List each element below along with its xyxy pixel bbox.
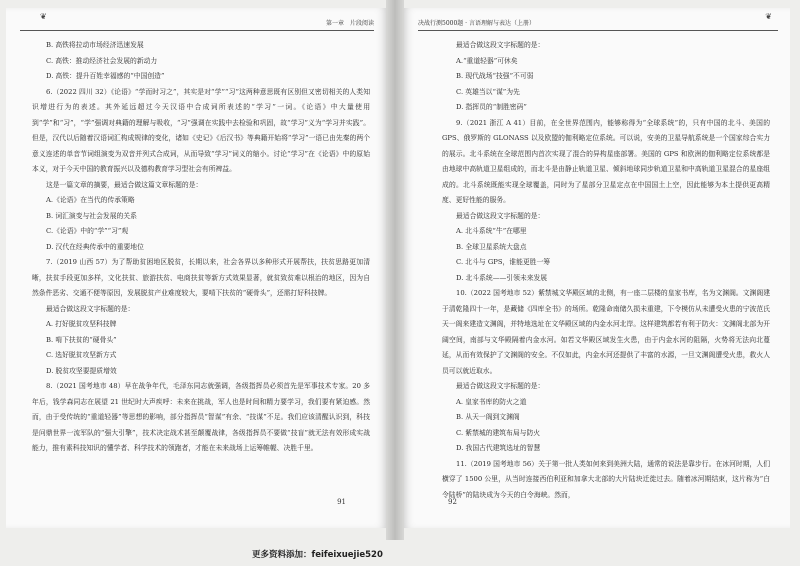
answer-option: D. 汉代在经典传承中的重要地位 (46, 242, 144, 251)
answer-option: D. 高铁：提升百姓幸福感的“中国创造” (46, 72, 165, 80)
header-rule (418, 30, 778, 31)
left-page (6, 8, 386, 528)
answer-option: C. 选好脱贫攻坚新方式 (46, 351, 117, 359)
answer-option: A. 北斗系统“牛”在哪里 (456, 227, 527, 235)
header-rule (20, 30, 374, 31)
answer-option: A.“重道轻器”可休矣 (456, 56, 518, 65)
answer-option: A. 皇家书库的防火之道 (456, 397, 527, 406)
answer-option: C. 英雄当以“谋”为先 (456, 87, 520, 96)
binder-clip-icon: ❦ (765, 12, 772, 21)
right-page-body (442, 38, 770, 503)
left-header-title: 第一章 片段阅读 (325, 20, 374, 27)
answer-option: B. 高铁将拉动市场经济迅速发展 (46, 41, 144, 49)
answer-option: C. 高铁：推动经济社会发展的新动力 (46, 56, 158, 65)
answer-option: B. 现代战场“技强”不可弱 (456, 72, 534, 80)
answer-option: A. 打好脱贫攻坚科技牌 (46, 320, 117, 328)
left-page-body (32, 38, 370, 457)
question-paragraph: 8.（2021 国考地市 48）早在战争年代，毛泽东同志就强调，各级指挥员必须首先是军事技术专家。20 多年后，钱学森同志在展望 21 世纪时大声疾呼：未来在挑战，军人也是时间和精力要学习，我们要有紧迫感。然而，由于受传统的“重道轻器”等思想的影响，部分指挥员“智谋”有余、“技谋”不足。我们应该清醒认识到，科技是问鼎世界一流军队的“强大引擎”，技术决定战术甚至颠覆战律，各级指挥员不要做“技盲”就无法有效形成实战能力，推有素科技知识的懂学者、科学技术的领跑者，才能在未来战场上运筹帷幄、决胜千里。 (32, 382, 370, 452)
question-paragraph: 6.（2022 四川 32）《论语》“学而时习之”，其实是对“学”“习”这两种意思既有区别但又密切相关的人类知识增进行为的表述。其外延远超过今天汉语中合成词所表述的“学习”一词。《论语》中大量使用到“学”和“习”，“学”强调对典籍的理解与吸收，“习”强调在实践中去检验和巩固，故“学习”义为“学习并实践”。但是，汉代以后随着汉语词汇构成规律的变化，诸如《史记》《后汉书》等典籍开始将“学习”一语已由先秦的两个意义连述的单音节词组演变为双音并列式合成词，从而导致“学习”词义的缩小。讨论“学习”在《论语》中的原始本义，对于今天中国的教育振兴以及德构教育学习型社会有所裨益。 (32, 87, 370, 173)
answer-option: B. 啃下扶贫的“硬骨头” (46, 335, 117, 344)
right-page-header (418, 18, 778, 30)
answer-option: B. 词汇演变与社会发展的关系 (46, 211, 137, 220)
question-paragraph: 9.（2021 浙江 A 41）目前，在全世界范围内，能够称得为“全球系统”的，只有中国的北斗、美国的 GPS、俄罗斯的 GLONASS 以及欧盟的伽利略定位系统。可以说，安美的卫星导航系统是一个国家综合实力的展示。北斗系统在全球范围内首次实现了混合的异构星座部署。美国的 GPS 和欧洲的伽利略定位系统都是由地球中高轨道卫星组成的，而北斗是由静止轨道卫星、倾斜地球同步轨道卫星和中高轨道卫星混合的星座组成的。北斗系统既能实现全球覆盖，同时为了星部分卫星定点在中国国土上空，因此能够为本土提供更高精度、更好性能的服务。 (442, 118, 770, 204)
answer-option: D. 我国古代建筑选址的智慧 (456, 444, 541, 452)
question-paragraph: 11.（2019 国考地市 56）关于第一批人类如何来到美洲大陆，通常的说法是靠步行。在冰河时期，人们横穿了 1500 公里，从当时连接西伯利亚和加拿大北部的大片陆块迁徙过去。随着冰河期结束，这片称为“白令陆桥”的陆块成为今天的白令海峡。然而， (442, 459, 770, 499)
answer-option: D. 指挥员的“制胜密码” (456, 103, 527, 111)
answer-option: D. 脱贫攻坚要提质增效 (46, 366, 117, 375)
answer-option: D. 北斗系统——引领未来发展 (456, 273, 548, 282)
answer-option: A.《论语》在当代的传承策略 (46, 196, 135, 204)
right-page (404, 8, 790, 528)
answer-option: C. 北斗与 GPS，谁能更胜一筹 (456, 258, 551, 266)
book-gutter (386, 0, 404, 540)
right-page-number: 92 (448, 498, 457, 506)
question-prompt: 这是一篇文章的摘要，最适合做这篇文章标题的是： (46, 180, 203, 189)
question-prompt: 最适合做这段文字标题的是： (46, 304, 135, 313)
answer-option: C. 紫禁城的建筑布局与防火 (456, 428, 541, 437)
question-paragraph: 7.（2019 山西 57）为了帮助贫困地区脱贫，长期以来，社会各界以多种形式开展帮扶，扶贫思路更加清晰，扶贫手段更加多样，文化扶贫、旅游扶贫、电商扶贫等新方式效果显著，就贫致贫难以根治的地区，因为自然条件恶劣、交通不便等原因，发展脱贫产业难度较大，要啃下扶贫的“硬骨头”，还需打好科技牌。 (32, 258, 370, 297)
answer-option: B. 从天一阁到文渊阁 (456, 413, 520, 421)
right-header-title: 决战行测5000题 · 言语理解与表达（上册） (418, 20, 535, 27)
question-paragraph: 10.（2022 国考地市 52）紫禁城文华殿区域的北侧，有一座二层楼的皇家书库，名为文渊阁。文渊阁建于清乾隆四十一年，是藏储《四库全书》的场所。乾隆命南储久损未重建，下令模仿从未遭受火患的宁波范氏天一阁来建造文渊阁，并特地选址在文华殿区域的内金水河北岸。这样建筑都若有利于防火：文渊阁北部为开阔空间，南部与文华殿隔着内金水河。如若文华殿区域发生火患，由于内金水河的阻隔，火势将无法向北蔓延，从而有效保护了文渊阁的安全。不仅如此，内金水河还提供了丰富的水源，一旦文渊阁遭受火患，救火人员可以就近取水。 (442, 289, 770, 375)
question-prompt: 最适合做这段文字标题的是： (456, 382, 545, 390)
question-prompt: 最适合做这段文字标题的是： (456, 41, 545, 49)
left-page-header (20, 18, 374, 30)
left-page-number: 91 (337, 498, 346, 506)
answer-option: B. 全球卫星系统大盘点 (456, 242, 527, 251)
footer-watermark: 更多资料添加：feifeixuejie520 (252, 550, 383, 560)
binder-clip-icon: ❦ (40, 12, 47, 21)
question-prompt: 最适合做这段文字标题的是： (456, 211, 545, 220)
answer-option: C.《论语》中的“学”“习”观 (46, 227, 129, 235)
